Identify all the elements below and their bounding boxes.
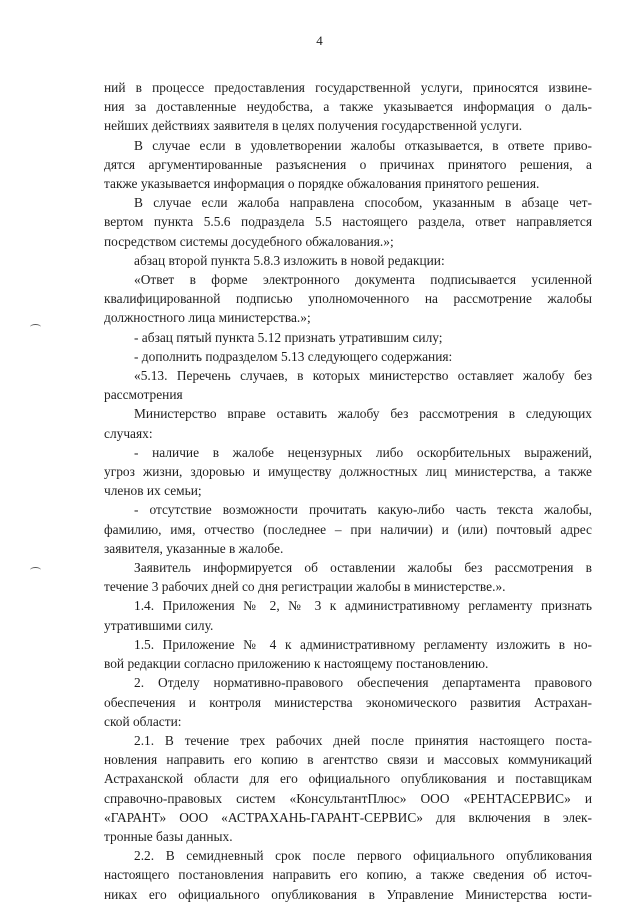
text-line: абзац второй пункта 5.8.3 изложить в новой редакции: <box>134 252 445 268</box>
text-line: 1.4. Приложения № 2, № 3 к административному регламенту признать <box>134 598 592 614</box>
hole-punch-mark <box>30 567 41 573</box>
text-line: также указывается информация о порядке обжалования принятого решения. <box>104 176 540 192</box>
text-line: 1.5. Приложение № 4 к административному регламенту изложить в но- <box>134 636 592 652</box>
text-line: случаях: <box>104 425 153 441</box>
text-line: - дополнить подразделом 5.13 следующего содержания: <box>134 348 453 364</box>
text-line: должностного лица министерства.»; <box>104 310 311 326</box>
text-line: никах его официального опубликования в Управление Министерства юсти- <box>104 886 592 902</box>
text-line: течение 3 рабочих дней со дня регистрации жалобы в министерстве.». <box>104 579 506 595</box>
text-line: В случае если жалоба направлена способом, указанным в абзаце чет- <box>134 195 592 211</box>
text-line: Министерство вправе оставить жалобу без рассмотрения в следующих <box>134 406 592 422</box>
text-line: вой редакции согласно приложению к настоящему постановлению. <box>104 656 489 672</box>
text-line: рассмотрения <box>104 387 183 403</box>
hole-punch-mark <box>30 324 41 330</box>
page-number: 4 <box>316 33 323 48</box>
text-line: новления направить его копию в агентство связи и массовых коммуникаций <box>104 752 592 768</box>
text-line: «ГАРАНТ» ООО «АСТРАХАНЬ-ГАРАНТ-СЕРВИС» для включения в элек- <box>104 809 592 825</box>
text-line: ния за доставленные неудобства, а также указывается информация о даль- <box>104 99 592 115</box>
text-line: «5.13. Перечень случаев, в которых министерство оставляет жалобу без <box>134 368 592 384</box>
text-line: 2.1. В течение трех рабочих дней после принятия настоящего поста- <box>134 732 592 748</box>
text-line: фамилию, имя, отчество (последнее – при наличии) и (или) почтовый адрес <box>104 521 592 537</box>
text-line: утратившими силу. <box>104 617 214 633</box>
text-line: Заявитель информируется об оставлении жалобы без рассмотрения в <box>134 560 592 576</box>
text-line: 2.2. В семидневный срок после первого официального опубликования <box>134 848 592 864</box>
text-line: - отсутствие возможности прочитать какую-либо часть текста жалобы, <box>134 502 592 518</box>
body-text <box>104 78 592 904</box>
text-line: вертом пункта 5.5.6 подраздела 5.5 настоящего раздела, ответ направляется <box>104 214 592 230</box>
text-line: квалифицированной подписью уполномоченного на рассмотрение жалобы <box>104 291 592 307</box>
text-line: - абзац пятый пункта 5.12 признать утратившим силу; <box>134 329 443 345</box>
text-line: ской области: <box>104 713 182 729</box>
text-line: нейших действиях заявителя в целях получения государственной услуги. <box>104 118 523 134</box>
text-line: 2. Отделу нормативно-правового обеспечения департамента правового <box>134 675 592 691</box>
text-line: настоящего постановления направить его копию, а также сведения об источ- <box>104 867 592 883</box>
text-line: - наличие в жалобе нецензурных либо оскорбительных выражений, <box>134 444 592 460</box>
text-line: дятся аргументированные разъяснения о причинах принятого решения, а <box>104 156 592 172</box>
text-line: угроз жизни, здоровью и имуществу должностных лиц министерства, а также <box>104 464 592 480</box>
text-line: «Ответ в форме электронного документа подписывается усиленной <box>134 272 592 288</box>
text-line: обеспечения и контроля министерства экономического развития Астрахан- <box>104 694 592 710</box>
text-line: тронные базы данных. <box>104 828 233 844</box>
text-line: посредством системы досудебного обжалования.»; <box>104 233 394 249</box>
text-line: В случае если в удовлетворении жалобы отказывается, в ответе приво- <box>134 137 592 153</box>
text-line: ний в процессе предоставления государственной услуги, приносятся извине- <box>104 80 592 95</box>
text-line: заявителя, указанные в жалобе. <box>104 540 284 556</box>
text-line: Астраханской области для его официального опубликования и поставщикам <box>104 771 592 787</box>
text-line: справочно-правовых систем «КонсультантПлюс» ООО «РЕНТАСЕРВИС» и <box>104 790 592 806</box>
text-line: членов их семьи; <box>104 483 202 499</box>
